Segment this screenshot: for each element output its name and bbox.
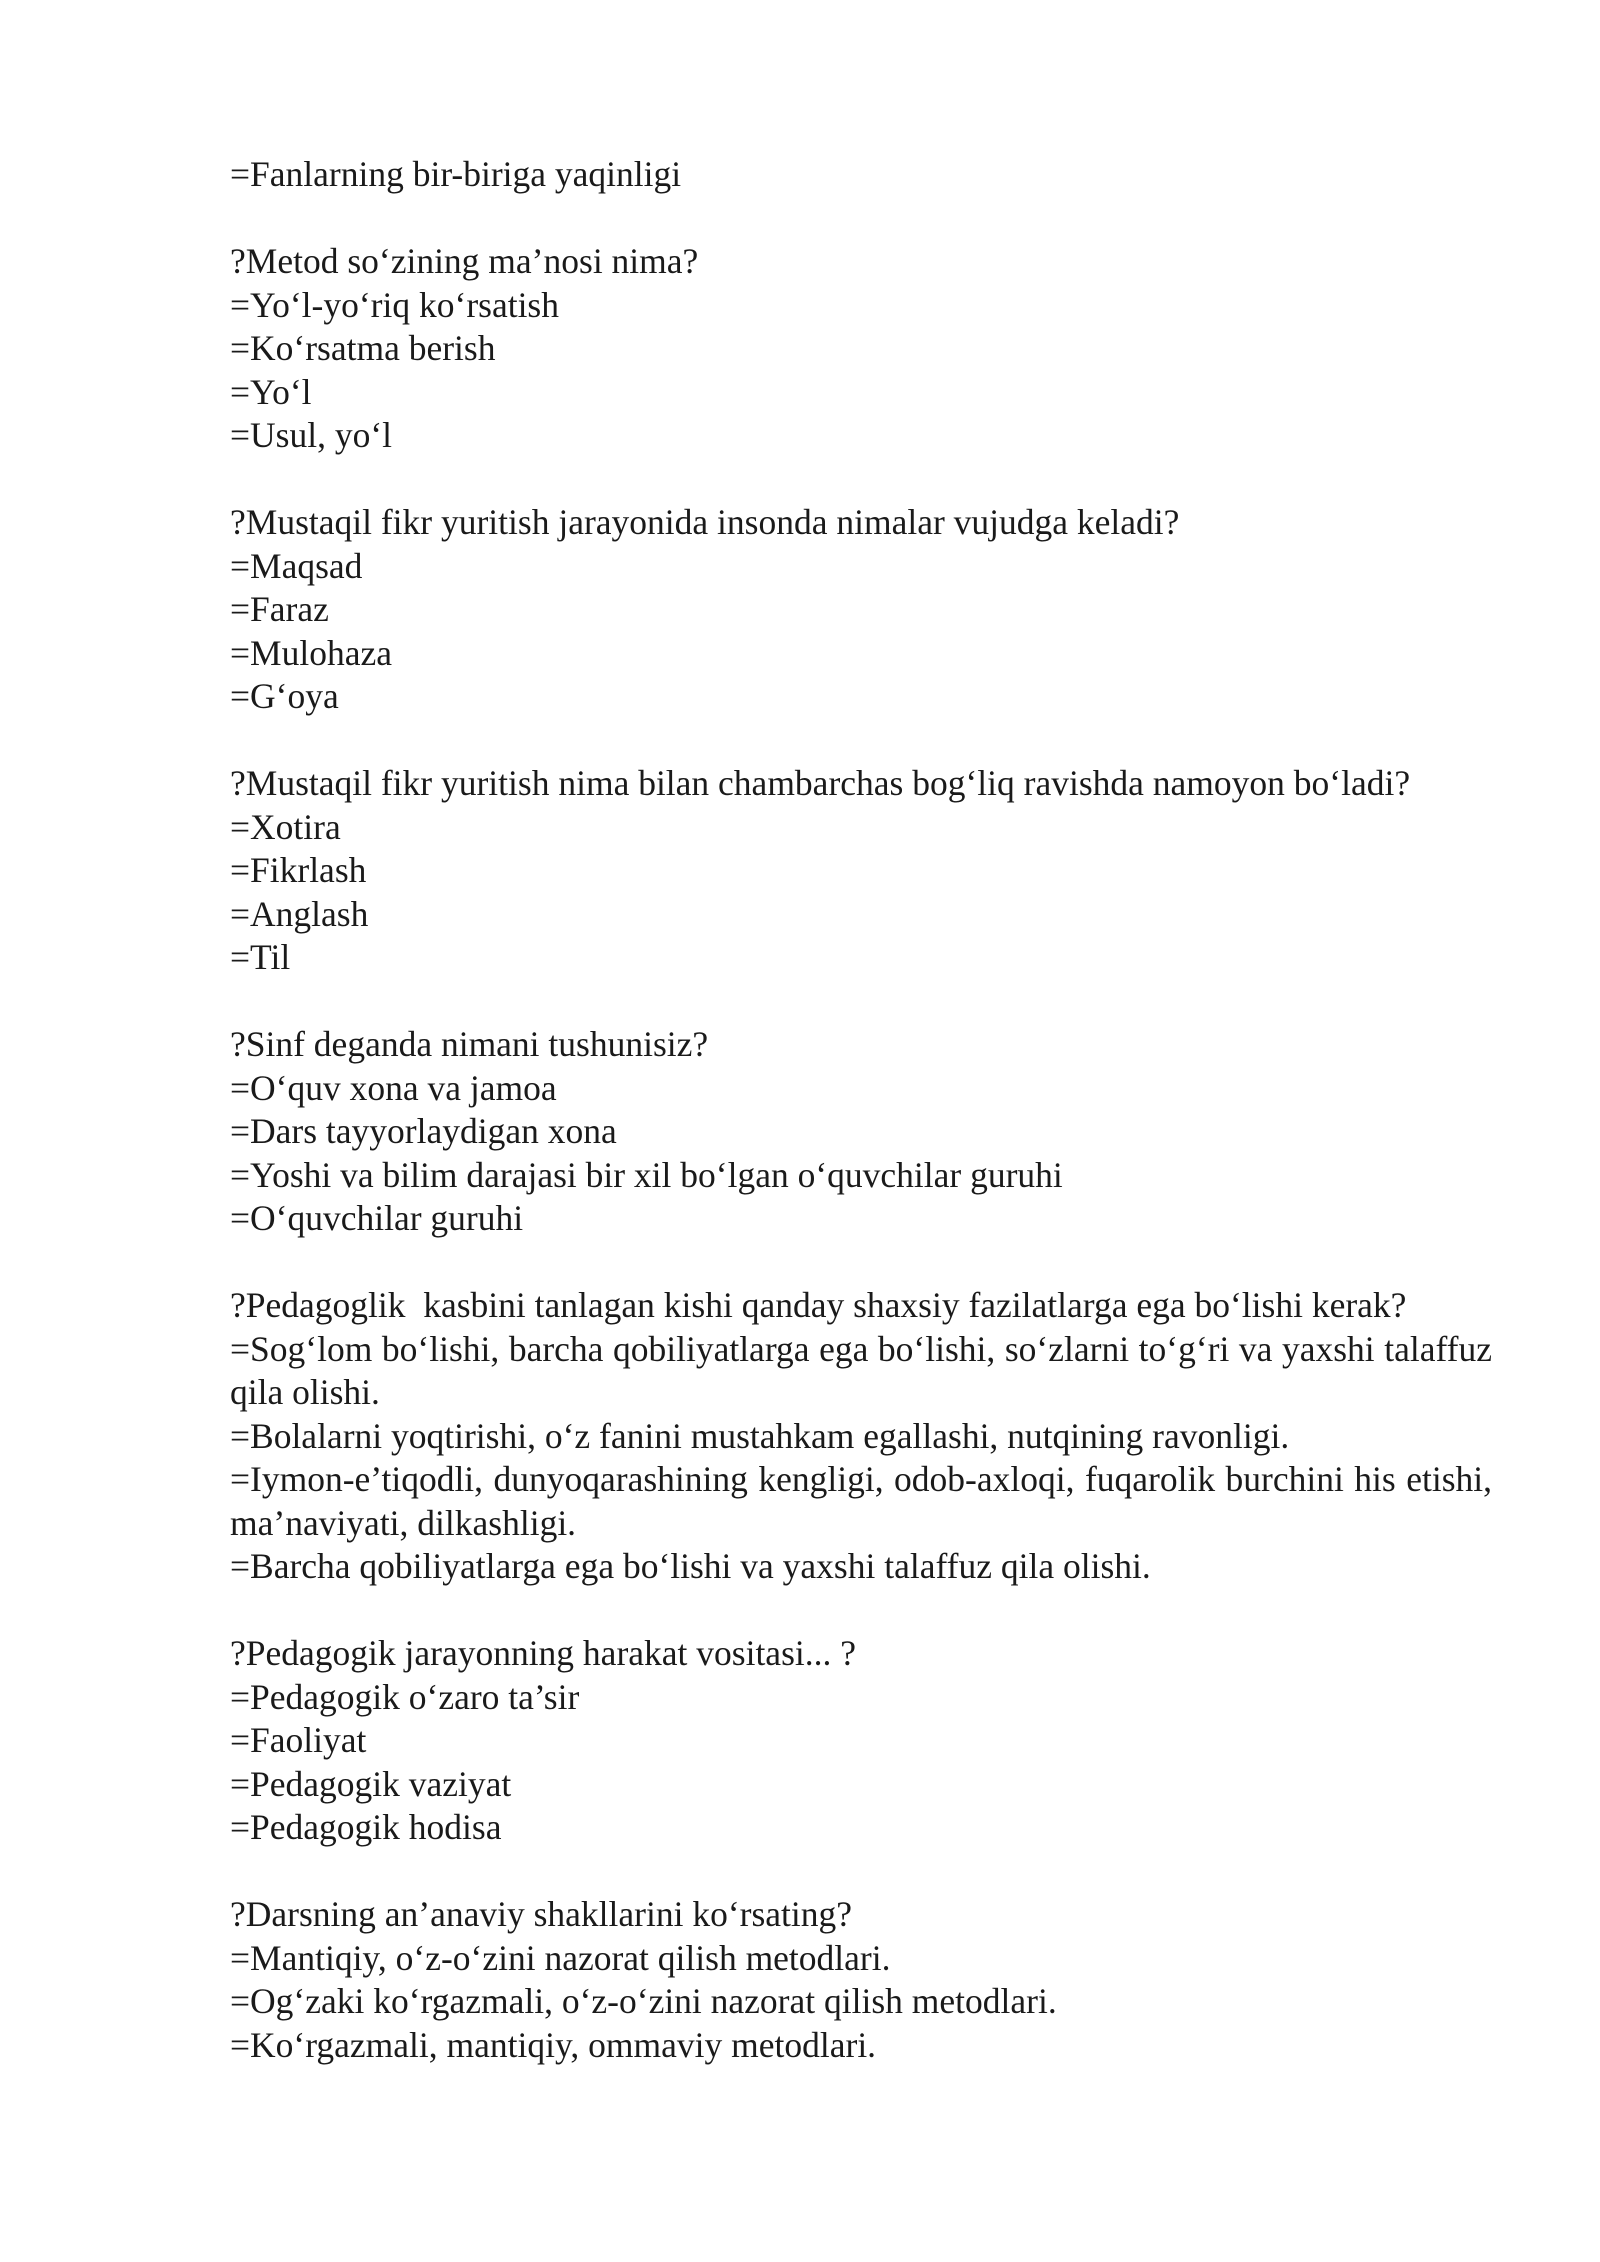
answer-option: =Bolalarni yoqtirishi, o‘z fanini mustahkam egallashi, nutqining ravonligi. [230, 1415, 1290, 1456]
document-body [230, 153, 1501, 2111]
answer-option: =Fikrlash [230, 850, 367, 890]
question-text: ?Mustaqil fikr yuritish nima bilan chambarchas bog‘liq ravishda namoyon bo‘ladi? [230, 763, 1411, 803]
question-block [230, 240, 1492, 458]
question-block [230, 1284, 1501, 1589]
answer-option: =Dars tayyorlaydigan xona [230, 1111, 617, 1151]
answer-option: =Pedagogik vaziyat [230, 1763, 512, 1804]
answer-option: =Yo‘l [230, 371, 312, 412]
question-text: ?Pedagogik jarayonning harakat vositasi... ? [230, 1633, 856, 1673]
answer-option: =G‘oya [230, 676, 339, 716]
answer-option: =Mantiqiy, o‘z-o‘zini nazorat qilish metodlari. [230, 1937, 891, 1978]
answer-option: =Ko‘rgazmali, mantiqiy, ommaviy metodlari. [230, 2024, 877, 2065]
question-text: ?Darsning an’anaviy shakllarini ko‘rsating? [230, 1894, 853, 1934]
question-text: ?Metod so‘zining ma’nosi nima? [230, 241, 699, 281]
answer-option: =Iymon-e’tiqodli, dunyoqarashining kengligi, odob-axloqi, fuqarolik burchini his etishi, ma’naviyati, dilkashligi. [230, 1459, 1501, 1543]
answer-option: =O‘quvchilar guruhi [230, 1198, 524, 1238]
answer-option: =Faoliyat [230, 1720, 367, 1760]
answer-option: =Barcha qobiliyatlarga ega bo‘lishi va yaxshi talaffuz qila olishi. [230, 1546, 1151, 1586]
answer-option: =Anglash [230, 893, 369, 934]
answer-option: =Sog‘lom bo‘lishi, barcha qobiliyatlarga ega bo‘lishi, so‘zlarni to‘g‘ri va yaxshi talaffuz qila olishi. [230, 1328, 1501, 1412]
answer-option: =Fanlarning bir-biriga yaqinligi [230, 154, 682, 194]
answer-option: =Pedagogik o‘zaro ta’sir [230, 1676, 580, 1717]
question-block [230, 1893, 1492, 2067]
question-text: ?Mustaqil fikr yuritish jarayonida insonda nimalar vujudga keladi? [230, 502, 1180, 542]
answer-option: =Maqsad [230, 545, 363, 586]
answer-option: =Pedagogik hodisa [230, 1807, 502, 1847]
answer-option: =O‘quv xona va jamoa [230, 1067, 557, 1108]
answer-option: =Til [230, 937, 291, 977]
answer-option: =Xotira [230, 806, 341, 847]
answer-option: =Yo‘l-yo‘riq ko‘rsatish [230, 284, 559, 325]
question-block [230, 762, 1492, 980]
question-text: ?Pedagoglik kasbini tanlagan kishi qanday shaxsiy fazilatlarga ega bo‘lishi kerak? [230, 1285, 1407, 1325]
question-block [230, 1023, 1492, 1241]
answer-option: =Faraz [230, 589, 329, 629]
answer-option: =Ko‘rsatma berish [230, 328, 496, 368]
answer-option: =Og‘zaki ko‘rgazmali, o‘z-o‘zini nazorat qilish metodlari. [230, 1981, 1057, 2021]
answer-option: =Mulohaza [230, 632, 392, 673]
question-block [230, 1632, 1492, 1850]
question-block [230, 501, 1492, 719]
question-text: ?Sinf deganda nimani tushunisiz? [230, 1024, 709, 1064]
answer-option: =Usul, yo‘l [230, 415, 393, 455]
answer-option: =Yoshi va bilim darajasi bir xil bo‘lgan o‘quvchilar guruhi [230, 1154, 1063, 1195]
lead-answer-block [230, 153, 1492, 197]
